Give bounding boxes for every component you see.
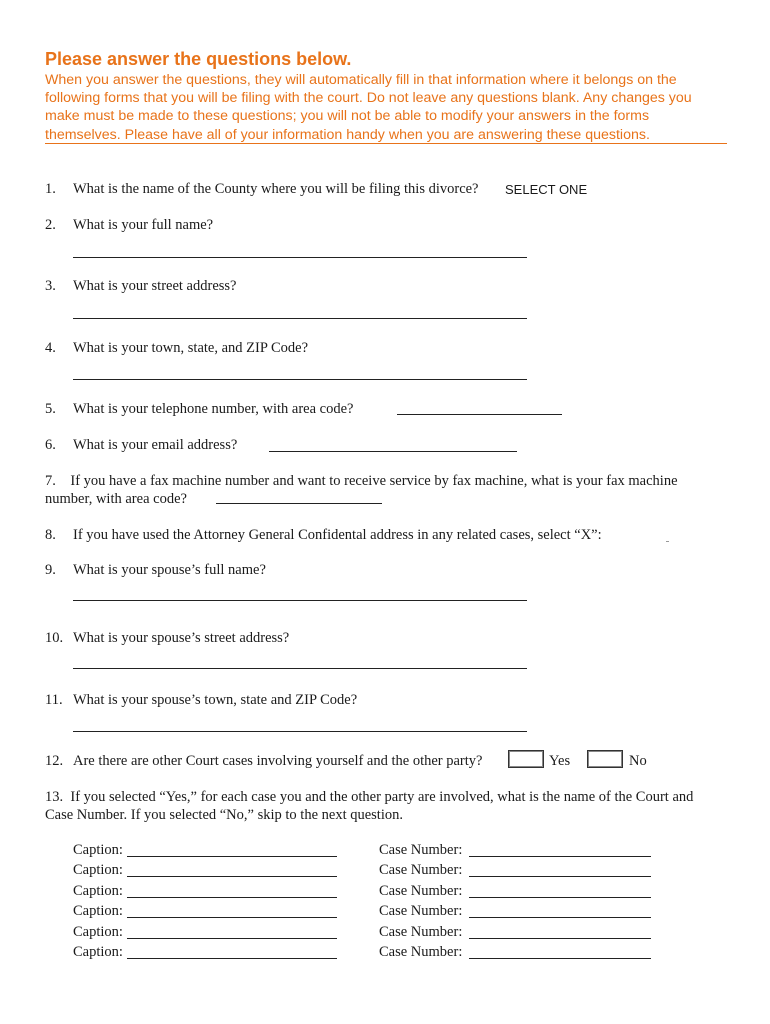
case-number-field[interactable] [469,897,651,898]
instructions-text: When you answer the questions, they will automatically fill in that information where it belongs on the following forms that you will be filing with the court. Do not leave any questions blank. Any changes you make must be made to these questions; you will not be able to modify your answers in the forms themselves. Please have all of your information handy when you are answering these questions. [45,72,692,143]
question-text: What is your spouse’s street address? [73,630,290,646]
page-title: Please answer the questions below. [45,49,352,69]
full-name-field[interactable] [73,257,527,258]
question-text-continued: Case Number. If you selected “No,” skip to the next question. [45,807,403,823]
no-label: No [629,753,647,769]
question-text: If you have used the Attorney General Confidental address in any related cases, select “X”: [73,527,602,543]
question-number: 10. [45,630,64,646]
case-number-label: Case Number: [379,944,463,960]
other-cases-yes-checkbox[interactable] [508,750,544,768]
caption-field[interactable] [127,917,337,918]
question-text: What is your spouse’s town, state and ZIP Code? [73,692,358,708]
case-number-label: Case Number: [379,924,463,940]
question-number: 6. [45,437,56,453]
caption-label: Caption: [73,842,123,858]
caption-label: Caption: [73,944,123,960]
county-select-dropdown[interactable]: SELECT ONE [505,182,588,197]
question-number: 4. [45,340,56,356]
question-text: What is your spouse’s full name? [73,562,266,578]
spouse-town-state-zip-field[interactable] [73,731,527,732]
question-text: If you have a fax machine number and want to receive service by fax machine, what is your fax machine [70,473,678,489]
question-number: 12. [45,753,64,769]
question-13 [45,788,727,806]
caption-label: Caption: [73,862,123,878]
question-number: 13. [45,789,64,805]
case-number-field[interactable] [469,876,651,877]
question-text: What is your full name? [73,217,214,233]
case-number-field[interactable] [469,958,651,959]
question-text: What is the name of the County where you will be filing this divorce? [73,181,479,197]
question-number: 2. [45,217,56,233]
question-text: What is your telephone number, with area code? [73,401,354,417]
question-number: 9. [45,562,56,578]
caption-field[interactable] [127,958,337,959]
case-number-field[interactable] [469,917,651,918]
case-number-label: Case Number: [379,903,463,919]
question-text-continued: number, with area code? [45,491,187,507]
case-number-label: Case Number: [379,883,463,899]
street-address-field[interactable] [73,318,527,319]
other-cases-no-checkbox[interactable] [587,750,623,768]
yes-label: Yes [549,753,571,769]
case-number-field[interactable] [469,938,651,939]
question-number: 5. [45,401,56,417]
telephone-field[interactable] [397,414,562,415]
fax-number-field[interactable] [216,503,382,504]
caption-field[interactable] [127,897,337,898]
question-text: What is your town, state, and ZIP Code? [73,340,309,356]
header-divider [45,143,727,144]
caption-field[interactable] [127,938,337,939]
question-7 [45,472,727,490]
question-number: 7. [45,473,56,489]
caption-field[interactable] [127,856,337,857]
email-field[interactable] [269,451,517,452]
case-number-field[interactable] [469,856,651,857]
caption-field[interactable] [127,876,337,877]
question-number: 1. [45,181,56,197]
confidential-address-checkbox[interactable] [666,538,669,542]
case-number-label: Case Number: [379,842,463,858]
spouse-street-address-field[interactable] [73,668,527,669]
caption-label: Caption: [73,903,123,919]
question-number: 8. [45,527,56,543]
question-number: 3. [45,278,56,294]
spouse-name-field[interactable] [73,600,527,601]
question-text: Are there are other Court cases involving yourself and the other party? [73,753,483,769]
town-state-zip-field[interactable] [73,379,527,380]
question-number: 11. [45,692,63,708]
caption-label: Caption: [73,883,123,899]
case-number-label: Case Number: [379,862,463,878]
question-text: If you selected “Yes,” for each case you and the other party are involved, what is the name of the Court and [70,789,694,805]
instructions-header [45,48,727,144]
question-text: What is your email address? [73,437,238,453]
caption-label: Caption: [73,924,123,940]
question-text: What is your street address? [73,278,237,294]
